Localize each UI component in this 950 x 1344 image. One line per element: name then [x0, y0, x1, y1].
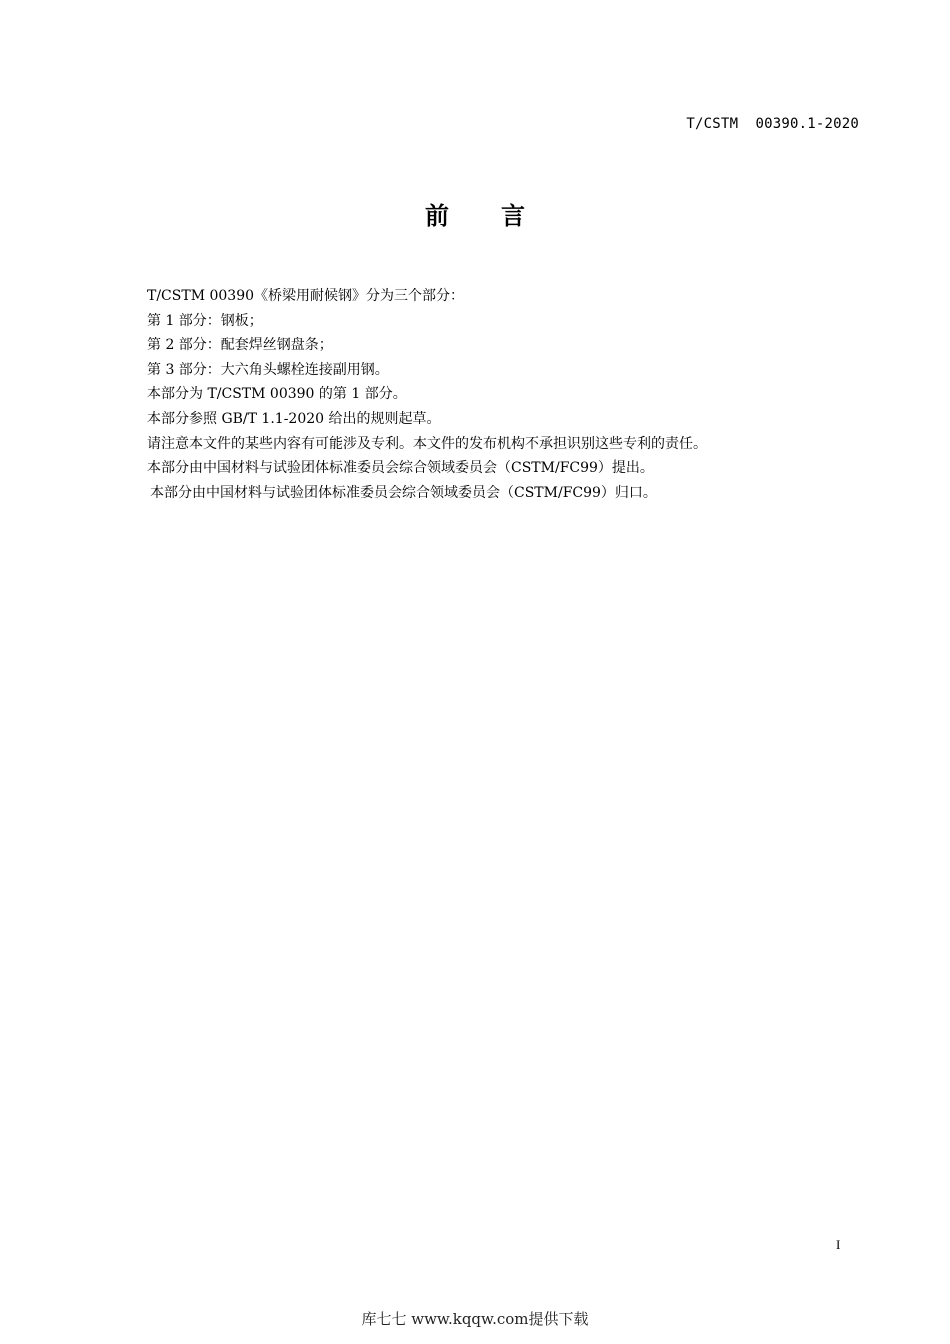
footer-watermark: 库七七 www.kqqw.com提供下载 — [361, 1310, 589, 1328]
paragraph-administered-by: 本部分由中国材料与试验团体标准委员会综合领域委员会（CSTM/FC99）归口。 — [150, 484, 657, 501]
paragraph-proposed-by: 本部分由中国材料与试验团体标准委员会综合领域委员会（CSTM/FC99）提出。 — [147, 460, 654, 477]
paragraph-series-intro: T/CSTM 00390《桥梁用耐候钢》分为三个部分： — [147, 288, 465, 304]
paragraph-drafting-rules: 本部分参照 GB/T 1.1-2020 给出的规则起草。 — [147, 410, 441, 427]
paragraph-part-3: 第 3 部分：大六角头螺栓连接副用钢。 — [147, 361, 389, 378]
document-code: T/CSTM 00390.1-2020 — [686, 116, 859, 132]
paragraph-part-1: 第 1 部分：钢板； — [147, 312, 263, 329]
page-number: I — [836, 1237, 841, 1252]
page-title — [0, 196, 950, 231]
title-char-2: 言 — [501, 202, 525, 230]
paragraph-this-part: 本部分为 T/CSTM 00390 的第 1 部分。 — [147, 386, 407, 403]
foreword-body — [147, 284, 867, 505]
paragraph-part-2: 第 2 部分：配套焊丝钢盘条； — [147, 337, 333, 354]
title-char-1: 前 — [425, 202, 449, 230]
paragraph-patent-notice: 请注意本文件的某些内容有可能涉及专利。本文件的发布机构不承担识别这些专利的责任。 — [147, 435, 707, 452]
